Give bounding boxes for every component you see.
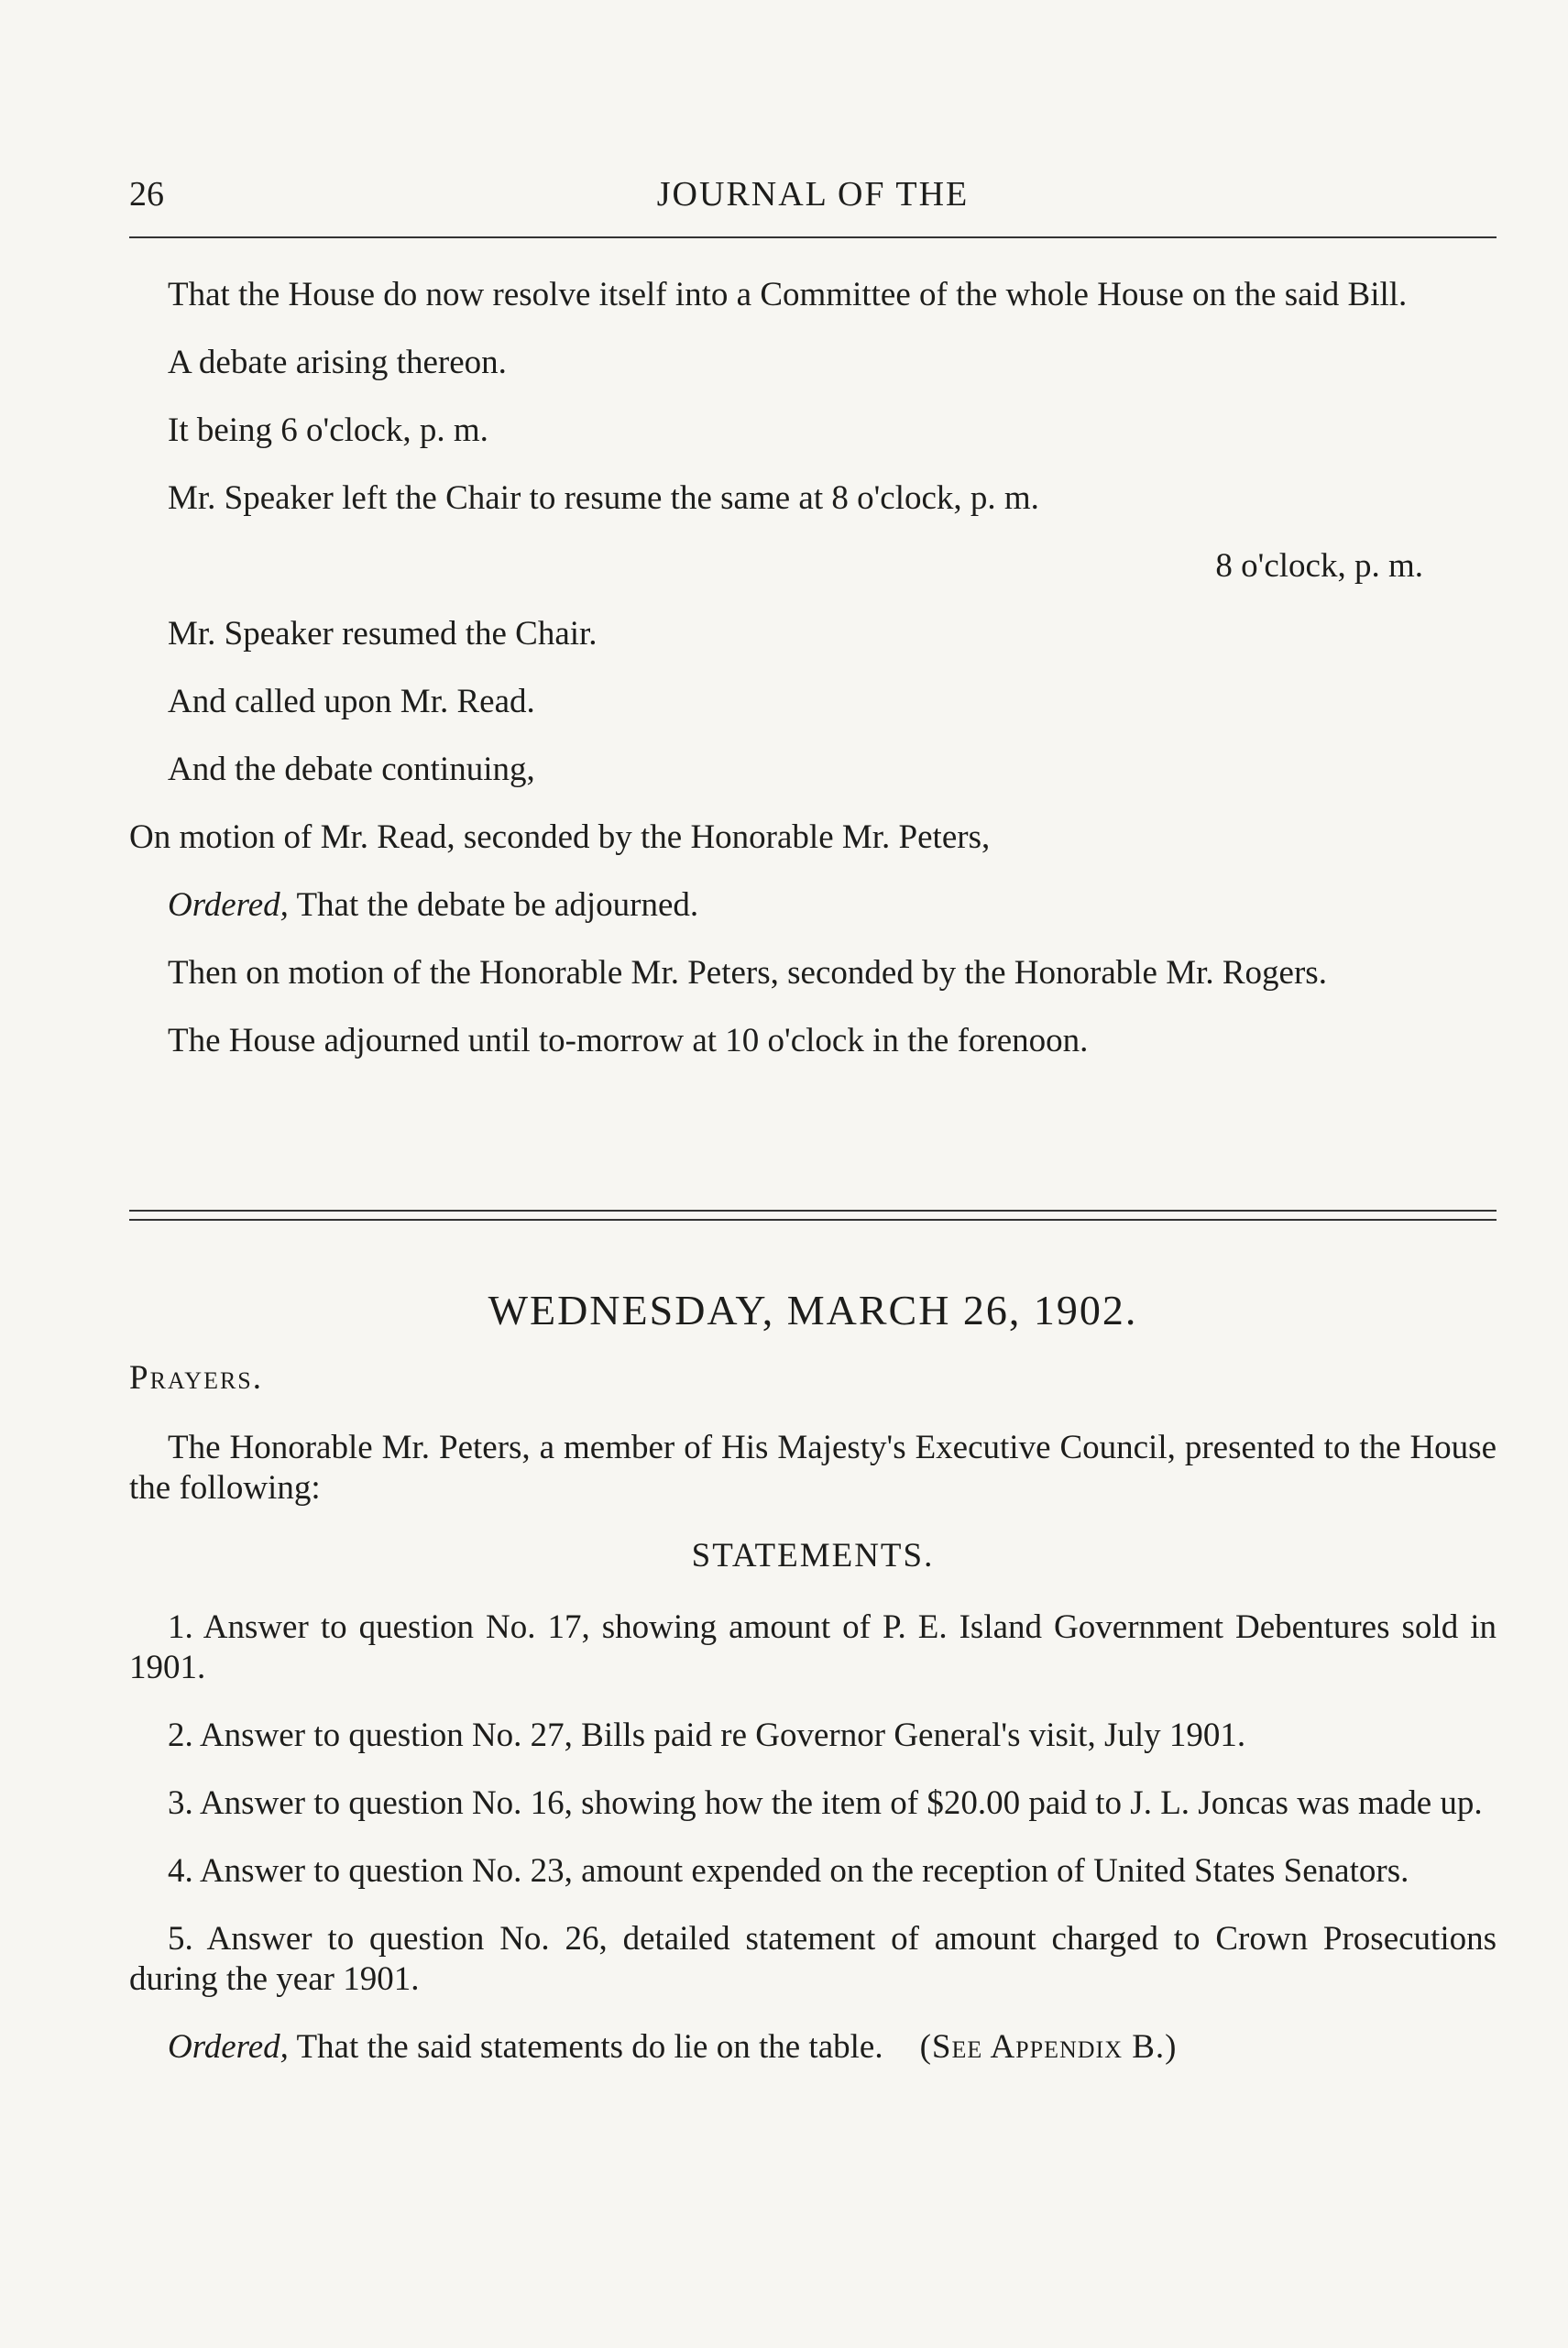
proceedings-part-1 [129, 275, 1497, 1089]
ordered-paragraph [129, 2027, 1497, 2068]
paragraph: A debate arising thereon. [168, 344, 507, 381]
paragraph: Then on motion of the Honorable Mr. Peters, seconded by the Honorable Mr. Rogers. [168, 954, 1327, 992]
paragraph: Mr. Speaker resumed the Chair. [168, 615, 598, 653]
ordered-text: That the said statements do lie on the table. [288, 2028, 883, 2066]
statement-item: 1. Answer to question No. 17, showing amount of P. E. Island Government Debentures sold in 1901. [129, 1608, 1497, 1686]
ordered-label: Ordered, [168, 2028, 289, 2066]
paragraph: On motion of Mr. Read, seconded by the Honorable Mr. Peters, [129, 818, 991, 856]
statement-item: 3. Answer to question No. 16, showing how the item of $20.00 paid to J. L. Joncas was made up. [168, 1784, 1483, 1822]
paragraph: That the House do now resolve itself into a Committee of the whole House on the said Bill. [168, 276, 1408, 313]
paragraph: It being 6 o'clock, p. m. [168, 411, 488, 449]
statements-heading: STATEMENTS. [691, 1537, 935, 1574]
time-marker: 8 o'clock, p. m. [1215, 547, 1423, 585]
appendix-reference: (See Appendix B.) [919, 2028, 1178, 2066]
header-rule [129, 236, 1497, 238]
statement-item: 2. Answer to question No. 27, Bills paid re Governor General's visit, July 1901. [168, 1717, 1246, 1754]
section-divider [129, 1210, 1497, 1221]
statement-item: 4. Answer to question No. 23, amount expended on the reception of United States Senators. [168, 1852, 1409, 1890]
paragraph: And the debate continuing, [168, 751, 535, 788]
paragraph: The House adjourned until to-morrow at 10 o'clock in the forenoon. [168, 1022, 1089, 1059]
page-header [129, 165, 1497, 220]
paragraph: The Honorable Mr. Peters, a member of His Majesty's Executive Council, presented to the House the following: [129, 1429, 1497, 1507]
ordered-text: That the debate be adjourned. [288, 886, 699, 924]
ordered-label: Ordered, [168, 886, 289, 924]
date-heading: WEDNESDAY, MARCH 26, 1902. [488, 1287, 1138, 1333]
proceedings-part-2 [129, 1287, 1497, 2095]
statement-item: 5. Answer to question No. 26, detailed statement of amount charged to Crown Prosecutions during the year 1901. [129, 1920, 1497, 1998]
paragraph: And called upon Mr. Read. [168, 683, 535, 720]
ordered-paragraph [129, 885, 1497, 926]
prayers-label: Prayers. [129, 1359, 264, 1397]
page-number: 26 [129, 175, 164, 214]
running-head: JOURNAL OF THE [656, 175, 970, 214]
paragraph: Mr. Speaker left the Chair to resume the same at 8 o'clock, p. m. [168, 479, 1039, 517]
